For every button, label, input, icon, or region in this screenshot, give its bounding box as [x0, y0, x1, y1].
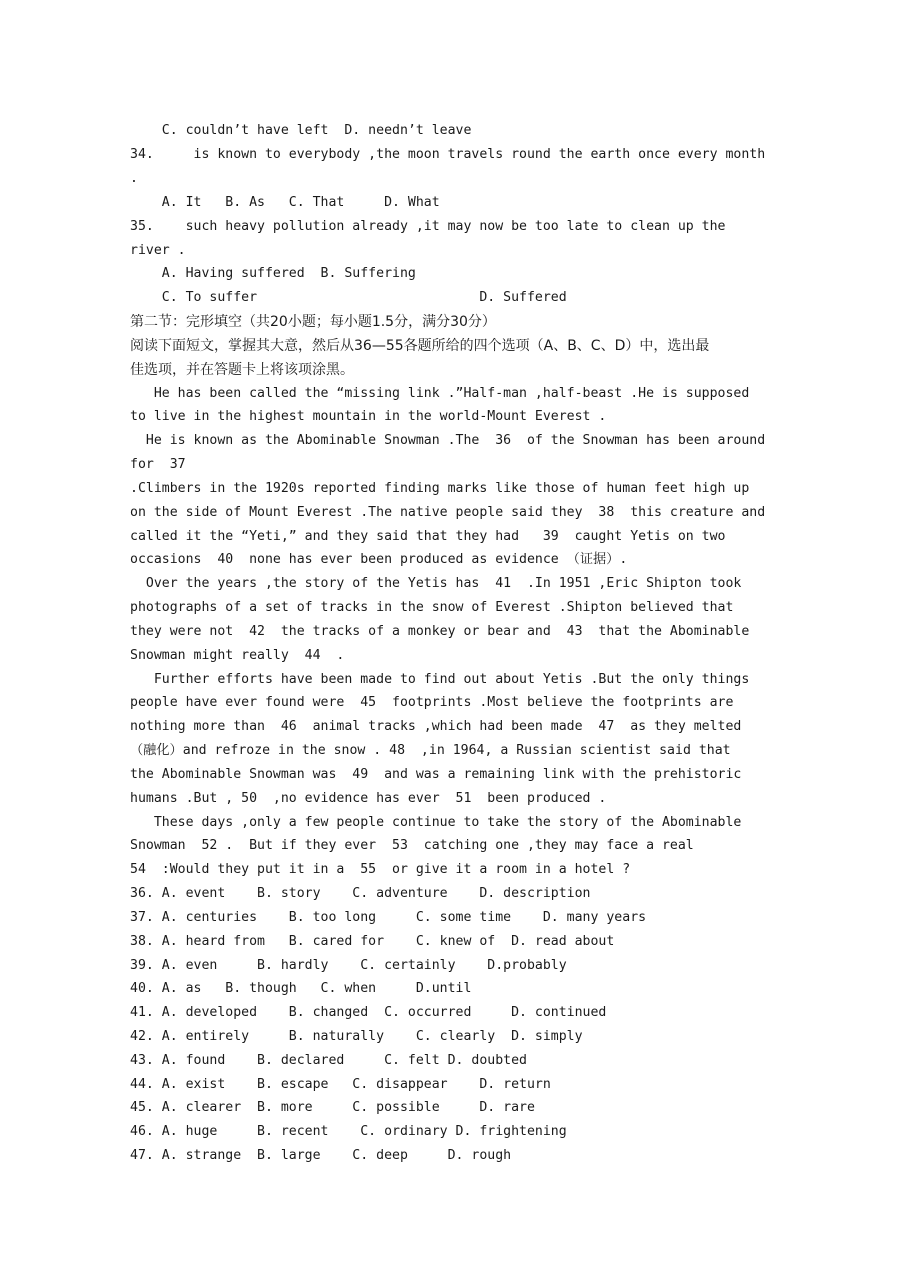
passage-line: photographs of a set of tracks in the snow of Everest .Shipton believed that [130, 600, 734, 615]
passage-line: These days ,only a few people continue to take the story of the Abominable [130, 815, 742, 830]
text-line: 35. such heavy pollution already ,it may now be too late to clean up the [130, 219, 726, 234]
question-options: 47. A. strange B. large C. deep D. rough [130, 1148, 512, 1163]
passage-line: occasions 40 none has ever been produced as evidence （证据）. [130, 552, 628, 567]
question-options: 40. A. as B. though C. when D.until [130, 981, 472, 996]
passage-line: they were not 42 the tracks of a monkey or bear and 43 that the Abominable [130, 624, 750, 639]
text-line: C. couldn’t have left D. needn’t leave [130, 123, 472, 138]
passage-line: Over the years ,the story of the Yetis has 41 .In 1951 ,Eric Shipton took [130, 576, 742, 591]
question-options: 37. A. centuries B. too long C. some time D. many years [130, 910, 647, 925]
question-options: 39. A. even B. hardly C. certainly D.probably [130, 958, 567, 973]
passage-line: nothing more than 46 animal tracks ,which had been made 47 as they melted [130, 719, 742, 734]
passage-line: 54 :Would they put it in a 55 or give it a room in a hotel ? [130, 862, 631, 877]
section-heading: 第二节：完形填空（共20小题；每小题1.5分，满分30分） [130, 314, 496, 330]
text-line: A. It B. As C. That D. What [130, 195, 440, 210]
passage-line: .Climbers in the 1920s reported finding marks like those of human feet high up [130, 481, 750, 496]
passage-line: for 37 [130, 457, 186, 472]
question-options: 41. A. developed B. changed C. occurred D. continued [130, 1005, 607, 1020]
passage-line: Snowman 52 . But if they ever 53 catching one ,they may face a real [130, 838, 694, 853]
instruction-line: 佳选项，并在答题卡上将该项涂黑。 [130, 362, 354, 378]
passage-line: He is known as the Abominable Snowman .The 36 of the Snowman has been around [130, 433, 766, 448]
passage-line: on the side of Mount Everest .The native people said they 38 this creature and [130, 505, 766, 520]
passage-line: called it the “Yeti,” and they said that they had 39 caught Yetis on two [130, 529, 726, 544]
passage-line: （融化）and refroze in the snow . 48 ,in 1964, a Russian scientist said that [130, 743, 731, 758]
text-line: 34. is known to everybody ,the moon travels round the earth once every month [130, 147, 766, 162]
passage-line: to live in the highest mountain in the world-Mount Everest . [130, 409, 607, 424]
question-options: 42. A. entirely B. naturally C. clearly D. simply [130, 1029, 583, 1044]
passage-line: Further efforts have been made to find out about Yetis .But the only things [130, 672, 750, 687]
text-line: C. To suffer D. Suffered [130, 290, 567, 305]
passage-line: He has been called the “missing link .”Half-man ,half-beast .He is supposed [130, 386, 750, 401]
text-line: A. Having suffered B. Suffering [130, 266, 416, 281]
question-options: 44. A. exist B. escape C. disappear D. return [130, 1077, 551, 1092]
passage-line: Snowman might really 44 . [130, 648, 345, 663]
question-options: 38. A. heard from B. cared for C. knew of D. read about [130, 934, 615, 949]
question-options: 45. A. clearer B. more C. possible D. rare [130, 1100, 535, 1115]
question-options: 46. A. huge B. recent C. ordinary D. frightening [130, 1124, 567, 1139]
passage-line: humans .But , 50 ,no evidence has ever 51 been produced . [130, 791, 607, 806]
question-options: 36. A. event B. story C. adventure D. description [130, 886, 591, 901]
passage-line: the Abominable Snowman was 49 and was a remaining link with the prehistoric [130, 767, 742, 782]
text-line: river . [130, 243, 186, 258]
instruction-line: 阅读下面短文，掌握其大意，然后从36—55各题所给的四个选项（A、B、C、D）中，选出最 [130, 338, 710, 354]
question-options: 43. A. found B. declared C. felt D. doubted [130, 1053, 527, 1068]
text-line: . [130, 171, 138, 186]
passage-line: people have ever found were 45 footprints .Most believe the footprints are [130, 695, 734, 710]
